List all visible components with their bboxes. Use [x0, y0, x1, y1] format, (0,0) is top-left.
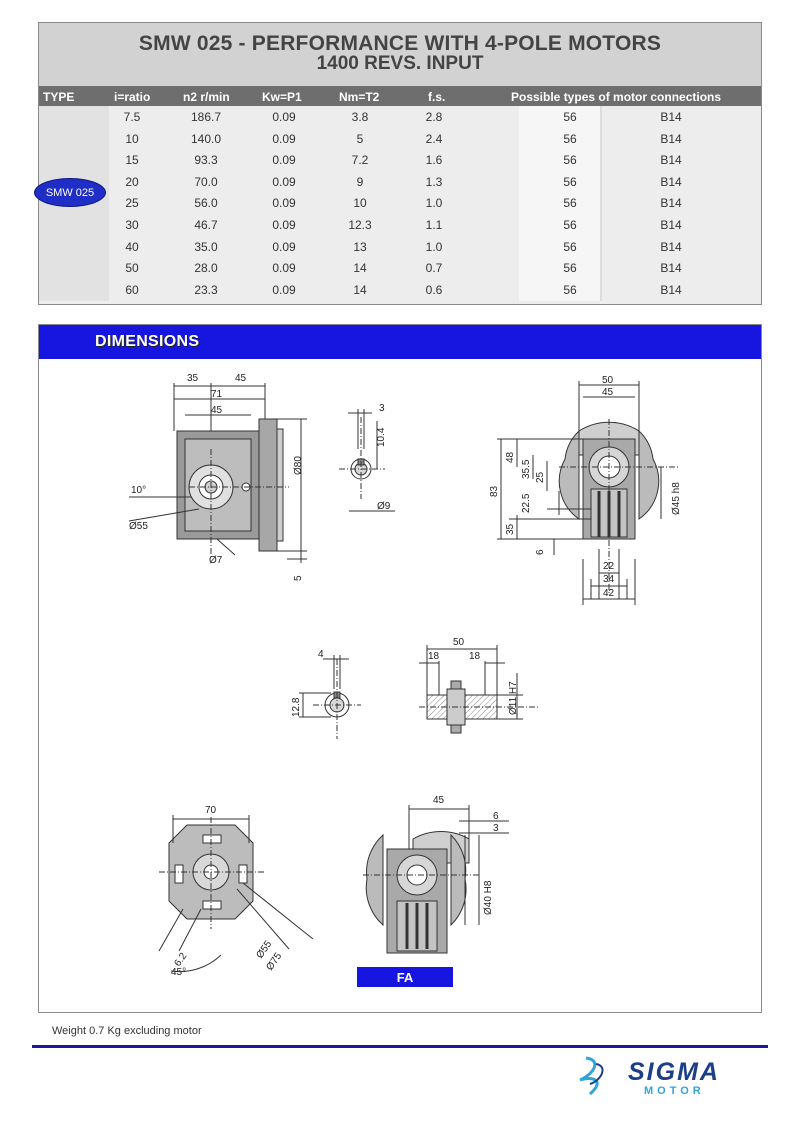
dim-dia55: Ø55 — [129, 521, 148, 532]
dim-fa-3: 3 — [493, 823, 499, 834]
weight-note: Weight 0.7 Kg excluding motor — [52, 1025, 202, 1037]
col-kw: Kw=P1 — [262, 90, 302, 104]
dim-45: 45 — [235, 373, 247, 384]
dim-side-34: 34 — [603, 574, 615, 585]
flange-view — [159, 815, 313, 972]
dim-side-48: 48 — [505, 451, 516, 463]
table-header — [39, 23, 761, 86]
column-headers — [39, 86, 761, 106]
dim-35: 35 — [187, 373, 199, 384]
dim-45-inner: 45 — [211, 405, 223, 416]
performance-table — [38, 22, 762, 305]
logo-sub: MOTOR — [644, 1085, 705, 1097]
dim-flange-dia55: Ø55 — [254, 938, 275, 961]
logo-swoosh-icon — [580, 1058, 597, 1094]
dim-key-3: 3 — [379, 403, 385, 414]
dim-dia40-h8: Ø40 H8 — [483, 880, 494, 915]
dim-side-35: 35 — [505, 523, 516, 535]
table-row: 50 28.0 0.09 14 0.7 56 B14 — [125, 261, 682, 276]
table-row: 60 23.3 0.09 14 0.6 56 B14 — [125, 282, 682, 297]
col-nm: Nm=T2 — [339, 90, 380, 104]
col-connections: Possible types of motor connections — [511, 90, 722, 104]
dim-side-22: 22 — [603, 561, 615, 572]
dim-key-10-4: 10.4 — [376, 427, 387, 447]
footer-rule — [32, 1045, 768, 1048]
dim-side-6: 6 — [535, 549, 546, 555]
logo-swoosh-accent-icon — [590, 1064, 603, 1084]
table-row: 15 93.3 0.09 7.2 1.6 56 B14 — [125, 153, 682, 168]
table-row: 20 70.0 0.09 9 1.3 56 B14 — [125, 174, 682, 189]
dim-hole-12-8: 12.8 — [291, 697, 302, 717]
technical-drawing — [39, 359, 761, 1012]
dim-dia11-h7: Ø11 H7 — [508, 681, 519, 715]
dim-flange-70: 70 — [205, 805, 217, 816]
table-body — [39, 106, 761, 301]
dim-dia9: Ø9 — [377, 501, 391, 512]
dim-side-83: 83 — [489, 485, 500, 497]
table-row: 30 46.7 0.09 12.3 1.1 56 B14 — [125, 218, 682, 232]
dim-shaft-18-right: 18 — [469, 651, 481, 662]
sigma-motor-logo — [572, 1050, 772, 1102]
dim-flange-angle-45: 45° — [171, 967, 187, 978]
dim-fa-6: 6 — [493, 811, 499, 822]
dim-dia80: Ø80 — [293, 456, 304, 475]
logo-word: SIGMA — [628, 1058, 720, 1086]
dimensions-panel — [38, 324, 762, 1013]
col-n2: n2 r/min — [183, 90, 230, 104]
dim-shaft-18-left: 18 — [428, 651, 440, 662]
dim-side-35-5: 35.5 — [521, 459, 532, 479]
dim-hole-4: 4 — [318, 649, 324, 660]
dim-side-42: 42 — [603, 588, 615, 599]
col-type: TYPE — [43, 90, 75, 104]
dim-side-25: 25 — [535, 471, 546, 483]
col-ratio: i=ratio — [114, 90, 151, 104]
type-badge: SMW 025 — [35, 179, 105, 206]
side-view — [497, 381, 679, 605]
dim-side-50: 50 — [602, 375, 614, 386]
dim-dia45-h8: Ø45 h8 — [671, 482, 682, 515]
table-row: 25 56.0 0.09 10 1.0 56 B14 — [125, 196, 682, 211]
dimensions-header — [39, 325, 761, 359]
hollow-shaft-view — [299, 655, 361, 739]
dimensions-title: DIMENSIONS — [95, 333, 200, 350]
table-row: 40 35.0 0.09 13 1.0 56 B14 — [125, 239, 682, 254]
dim-fa-45: 45 — [433, 795, 445, 806]
dim-dia7: Ø7 — [209, 555, 223, 566]
table-subtitle: 1400 REVS. INPUT — [316, 53, 484, 74]
dim-5: 5 — [293, 575, 304, 581]
fa-label: FA — [396, 970, 414, 985]
col-fs: f.s. — [428, 90, 446, 104]
dim-shaft-50: 50 — [453, 637, 465, 648]
dim-71: 71 — [211, 389, 223, 400]
table-title: SMW 025 - PERFORMANCE WITH 4-POLE MOTORS — [138, 32, 662, 55]
dim-side-45: 45 — [602, 387, 614, 398]
flanged-side-view — [363, 805, 509, 953]
shaft-keyway-view — [339, 409, 395, 511]
dim-flange-6-2: 6.2 — [172, 951, 190, 969]
dim-angle-10: 10° — [131, 485, 147, 496]
table-row: 10 140.0 0.09 5 2.4 56 B14 — [125, 131, 682, 146]
table-row: 7.5 186.7 0.09 3.8 2.8 56 B14 — [123, 110, 682, 124]
dim-flange-dia75: Ø75 — [264, 950, 285, 973]
dim-side-22-5: 22.5 — [521, 493, 532, 513]
